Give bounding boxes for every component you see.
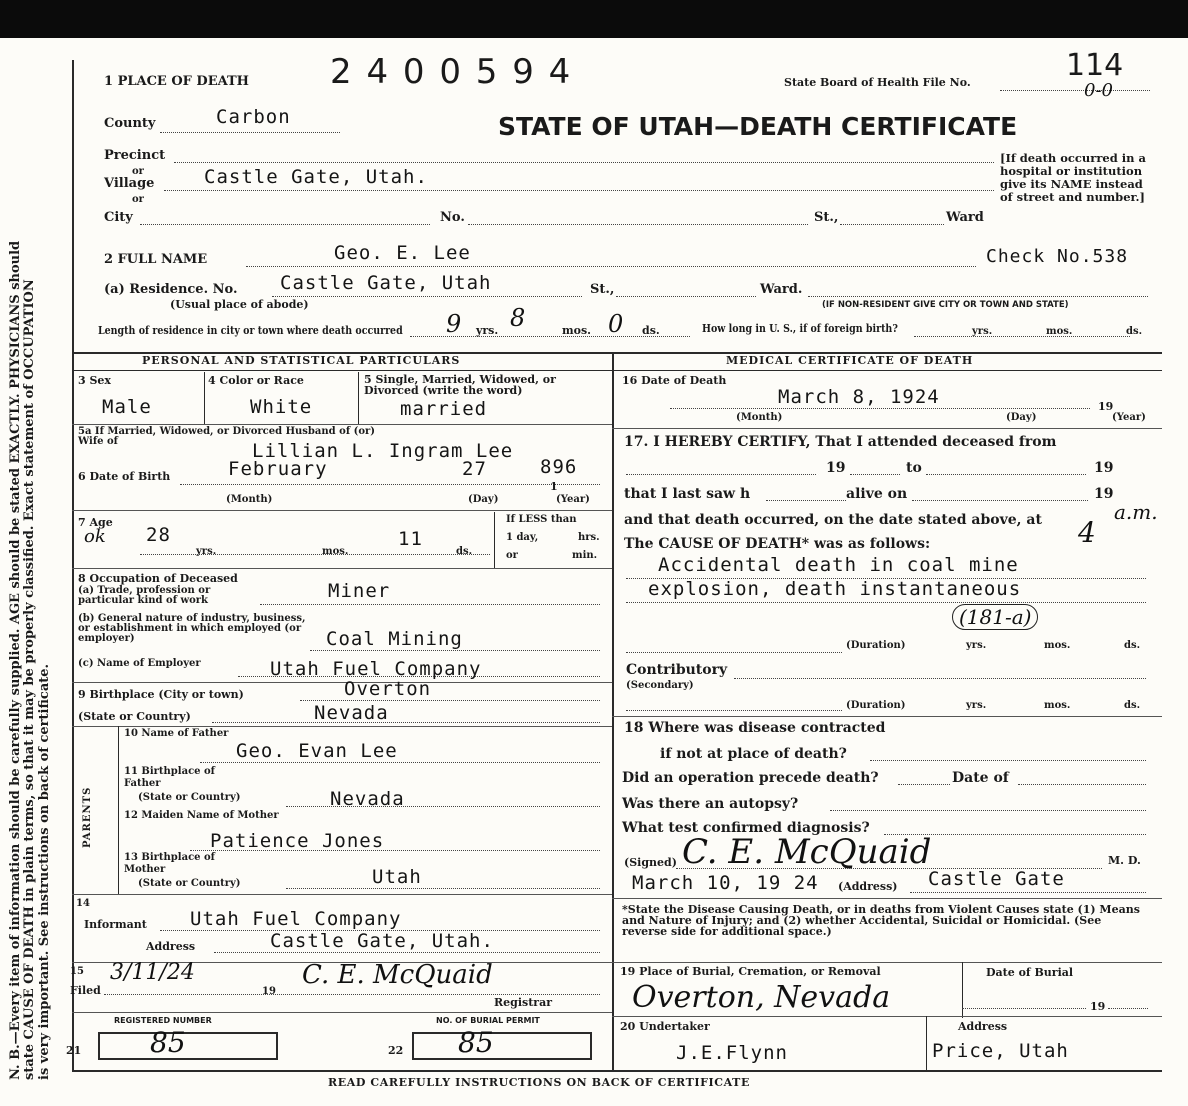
death-time: 4	[1078, 516, 1096, 549]
undertaker-label: 20 Undertaker	[620, 1020, 710, 1033]
undertaker-address-label: Address	[958, 1020, 1008, 1033]
residence-months: 8	[510, 304, 526, 332]
residence-value: Castle Gate, Utah	[280, 272, 492, 294]
death-19: 19	[1098, 400, 1114, 413]
check-number: Check No.538	[986, 246, 1129, 267]
informant-label: Informant	[84, 918, 147, 931]
md-label: M. D.	[1108, 854, 1141, 867]
residence-years: 9	[446, 310, 462, 338]
or-label-2: or	[132, 194, 144, 205]
attended-19-from: 19	[826, 460, 846, 476]
secondary-label: (Secondary)	[626, 680, 694, 691]
duration-years-2: yrs.	[966, 700, 987, 711]
physician-signature: C. E. McQuaid	[682, 832, 932, 872]
date-of-death-label: 16 Date of Death	[622, 374, 727, 387]
age-check-mark: ok	[84, 526, 106, 547]
filed-label: Filed	[70, 984, 101, 997]
days-label: ds.	[642, 324, 660, 337]
village-value: Castle Gate, Utah.	[204, 166, 428, 188]
marital-label: 5 Single, Married, Widowed, or Divorced (write the word)	[364, 373, 556, 397]
color-label: 4 Color or Race	[208, 374, 304, 387]
mother-name-label: 12 Maiden Name of Mother	[124, 810, 279, 821]
street-no-label: No.	[440, 210, 465, 225]
years-label: yrs.	[476, 324, 499, 337]
burial-place-label: 19 Place of Burial, Cremation, or Removal	[620, 965, 881, 978]
certify-label: 17. I HEREBY CERTIFY, That I attended deceased from	[624, 434, 1057, 450]
signed-label: (Signed)	[624, 856, 677, 869]
dob-label: 6 Date of Birth	[78, 470, 171, 483]
mother-birthplace: Utah	[372, 866, 422, 888]
how-long-us-label: How long in U. S., if of foreign birth?	[702, 322, 898, 335]
full-name-label: 2 FULL NAME	[104, 252, 208, 267]
registered-number-box	[98, 1032, 278, 1060]
alive-on-label: alive on	[846, 486, 908, 502]
medical-section-header: MEDICAL CERTIFICATE OF DEATH	[726, 354, 974, 367]
age-label: 7 Age	[78, 516, 113, 529]
signed-date: March 10, 19 24	[632, 872, 819, 894]
death-occurred-label: and that death occurred, on the date stated above, at	[624, 512, 1042, 528]
margin-instruction-3: is very important. See instructions on back of certificate.	[37, 663, 52, 1080]
attended-19-to: 19	[1094, 460, 1114, 476]
father-birthplace: Nevada	[330, 788, 405, 810]
precinct-label: Precinct	[104, 148, 166, 163]
left-border	[72, 60, 74, 1072]
last-saw-label: that I last saw h	[624, 486, 751, 502]
one-day-label: 1 day,	[506, 532, 539, 543]
length-of-residence-label: Length of residence in city or town where death occurred	[98, 324, 403, 337]
birthplace-label: 9 Birthplace (City or town)	[78, 688, 244, 701]
burial-permit-label: NO. OF BURIAL PERMIT	[436, 1016, 540, 1025]
cause-line-2: explosion, death instantaneous	[648, 578, 1022, 600]
undertaker-value: J.E.Flynn	[676, 1042, 788, 1064]
physician-address-label: (Address)	[838, 880, 898, 893]
duration-label-2: (Duration)	[846, 700, 906, 711]
certificate-title: STATE OF UTAH—DEATH CERTIFICATE	[498, 112, 1018, 141]
item-15-number: 15	[70, 966, 84, 977]
registered-number-label: REGISTERED NUMBER	[114, 1016, 212, 1025]
parents-label: PARENTS	[82, 786, 93, 848]
occupation-label: 8 Occupation of Deceased	[78, 572, 238, 585]
place-of-death-label: 1 PLACE OF DEATH	[104, 74, 249, 89]
sex-label: 3 Sex	[78, 374, 111, 387]
file-number: 114	[1066, 48, 1124, 83]
test-diagnosis-label: What test confirmed diagnosis?	[622, 820, 870, 836]
occupation-value: Miner	[328, 580, 391, 602]
registered-number: 85	[150, 1026, 186, 1059]
attended-to: to	[906, 460, 922, 476]
village-label: Village	[104, 176, 155, 191]
occupation-trade-label: (a) Trade, profession or particular kind of work	[78, 585, 211, 606]
footer-instructions: READ CAREFULLY INSTRUCTIONS ON BACK OF CERTIFICATE	[328, 1076, 750, 1089]
or-label-age: or	[506, 550, 518, 561]
birthplace-city: Overton	[344, 678, 432, 700]
cause-code: (181-a)	[952, 604, 1038, 630]
cause-of-death-label: The CAUSE OF DEATH* was as follows:	[624, 536, 931, 552]
street-label: St.,	[814, 210, 839, 225]
filed-date: 3/11/24	[110, 960, 195, 985]
autopsy-label: Was there an autopsy?	[622, 796, 799, 812]
us-years-label: yrs.	[972, 326, 993, 337]
us-months-label: mos.	[1046, 326, 1073, 337]
months-label: mos.	[562, 324, 591, 337]
employer-label: (c) Name of Employer	[78, 658, 201, 669]
duration-years-1: yrs.	[966, 640, 987, 651]
burial-permit-box	[412, 1032, 592, 1060]
residence-days: 0	[608, 310, 624, 338]
registrar-signature: C. E. McQuaid	[302, 960, 493, 990]
personal-section-header: PERSONAL AND STATISTICAL PARTICULARS	[142, 354, 461, 367]
age-years: 28	[146, 524, 171, 546]
mother-name: Patience Jones	[210, 830, 385, 852]
dob-day-label: (Day)	[468, 494, 499, 505]
violent-causes-note: *State the Disease Causing Death, or in deaths from Violent Causes state (1) Means and Nature of Injury; and (2) whether Accidental, Suicidal or Homicidal. (See reverse side for additional space.)	[622, 903, 1140, 938]
dob-month: February	[228, 458, 328, 480]
dob-month-label: (Month)	[226, 494, 273, 505]
registrar-label: Registrar	[494, 996, 553, 1009]
color-value: White	[250, 396, 313, 418]
us-days-label: ds.	[1126, 326, 1143, 337]
item-21-number: 21	[66, 1044, 82, 1057]
industry-value: Coal Mining	[326, 628, 463, 650]
employer-value: Utah Fuel Company	[270, 658, 482, 680]
duration-days-1: ds.	[1124, 640, 1141, 651]
duration-months-1: mos.	[1044, 640, 1071, 651]
operation-label: Did an operation precede death?	[622, 770, 879, 786]
informant-value: Utah Fuel Company	[190, 908, 402, 930]
county-label: County	[104, 116, 156, 131]
duration-label-1: (Duration)	[846, 640, 906, 651]
nonresident-note: (IF NON-RESIDENT GIVE CITY OR TOWN AND STATE)	[822, 300, 1069, 310]
file-number-sub: 0-0	[1084, 80, 1113, 101]
residence-label: (a) Residence. No.	[104, 282, 238, 297]
residence-ward-label: Ward.	[760, 282, 803, 297]
mother-state-label: (State or Country)	[138, 878, 241, 889]
usual-abode-label: (Usual place of abode)	[170, 298, 309, 311]
alive-19: 19	[1094, 486, 1114, 502]
duration-months-2: mos.	[1044, 700, 1071, 711]
spouse-label: 5a If Married, Widowed, or Divorced Husband of (or) Wife of	[78, 426, 376, 447]
dob-year: 896	[540, 456, 578, 478]
hours-label: hrs.	[578, 532, 600, 543]
death-time-ampm: a.m.	[1114, 500, 1158, 524]
age-days: 11	[398, 528, 423, 550]
informant-address: Castle Gate, Utah.	[270, 930, 494, 952]
physician-address: Castle Gate	[928, 868, 1065, 890]
father-state-label: (State or Country)	[138, 792, 241, 803]
death-year-label: (Year)	[1112, 412, 1146, 423]
cause-line-1: Accidental death in coal mine	[658, 554, 1019, 576]
bottom-border	[72, 1070, 1162, 1072]
city-label: City	[104, 210, 133, 225]
age-years-label: yrs.	[196, 546, 217, 557]
disease-contracted-label: 18 Where was disease contracted	[624, 720, 886, 736]
item-14-number: 14	[76, 898, 90, 909]
or-label-1: or	[132, 166, 144, 177]
burial-date-label: Date of Burial	[986, 966, 1074, 979]
mother-birthplace-label: 13 Birthplace of Mother	[124, 852, 215, 875]
margin-instruction-2: state CAUSE OF DEATH in plain terms, so that it may be properly classified. Exact statement of OCCUPATION	[22, 279, 37, 1080]
age-days-label: ds.	[456, 546, 473, 557]
burial-19: 19	[1090, 1000, 1106, 1013]
dob-year-label: (Year)	[556, 494, 590, 505]
document-serial: 2 4 0 0 5 9 4	[330, 52, 573, 92]
item-22-number: 22	[388, 1044, 404, 1057]
birthplace-state-label: (State or Country)	[78, 710, 191, 723]
if-less-label: If LESS than	[506, 514, 577, 525]
death-day-label: (Day)	[1006, 412, 1037, 423]
burial-place: Overton, Nevada	[632, 980, 891, 1015]
scan-top-edge	[0, 0, 1188, 38]
operation-date-label: Date of	[952, 770, 1009, 786]
minutes-label: min.	[572, 550, 598, 561]
dob-day: 27	[462, 458, 487, 480]
filed-19: 19	[262, 986, 276, 997]
marital-value: married	[400, 398, 488, 420]
age-months-label: mos.	[322, 546, 349, 557]
date-of-death: March 8, 1924	[778, 386, 940, 408]
county-value: Carbon	[216, 106, 291, 128]
hospital-note: [If death occurred in a hospital or institution give its NAME instead of street and number.]	[1000, 151, 1146, 204]
death-month-label: (Month)	[736, 412, 783, 423]
birthplace-state: Nevada	[314, 702, 389, 724]
informant-address-label: Address	[146, 940, 196, 953]
undertaker-address: Price, Utah	[932, 1040, 1069, 1062]
sex-value: Male	[102, 396, 152, 418]
burial-permit-number: 85	[458, 1026, 494, 1059]
duration-days-2: ds.	[1124, 700, 1141, 711]
full-name-value: Geo. E. Lee	[334, 242, 471, 264]
spouse-value: Lillian L. Ingram Lee	[252, 440, 514, 462]
father-name: Geo. Evan Lee	[236, 740, 398, 762]
dob-century: 1	[550, 480, 558, 493]
not-at-place-label: if not at place of death?	[660, 746, 847, 762]
state-board-label: State Board of Health File No.	[784, 76, 971, 89]
father-birthplace-label: 11 Birthplace of Father	[124, 766, 215, 789]
margin-instruction-1: N. B.—Every item of information should be carefully supplied. AGE should be stated EXACTLY. PHYSICIANS should	[8, 240, 23, 1080]
father-name-label: 10 Name of Father	[124, 728, 229, 739]
residence-street-label: St.,	[590, 282, 615, 297]
industry-label: (b) General nature of industry, business, or establishment in which employed (or employer)	[78, 613, 306, 644]
contributory-label: Contributory	[626, 662, 728, 678]
ward-label: Ward	[946, 210, 984, 225]
